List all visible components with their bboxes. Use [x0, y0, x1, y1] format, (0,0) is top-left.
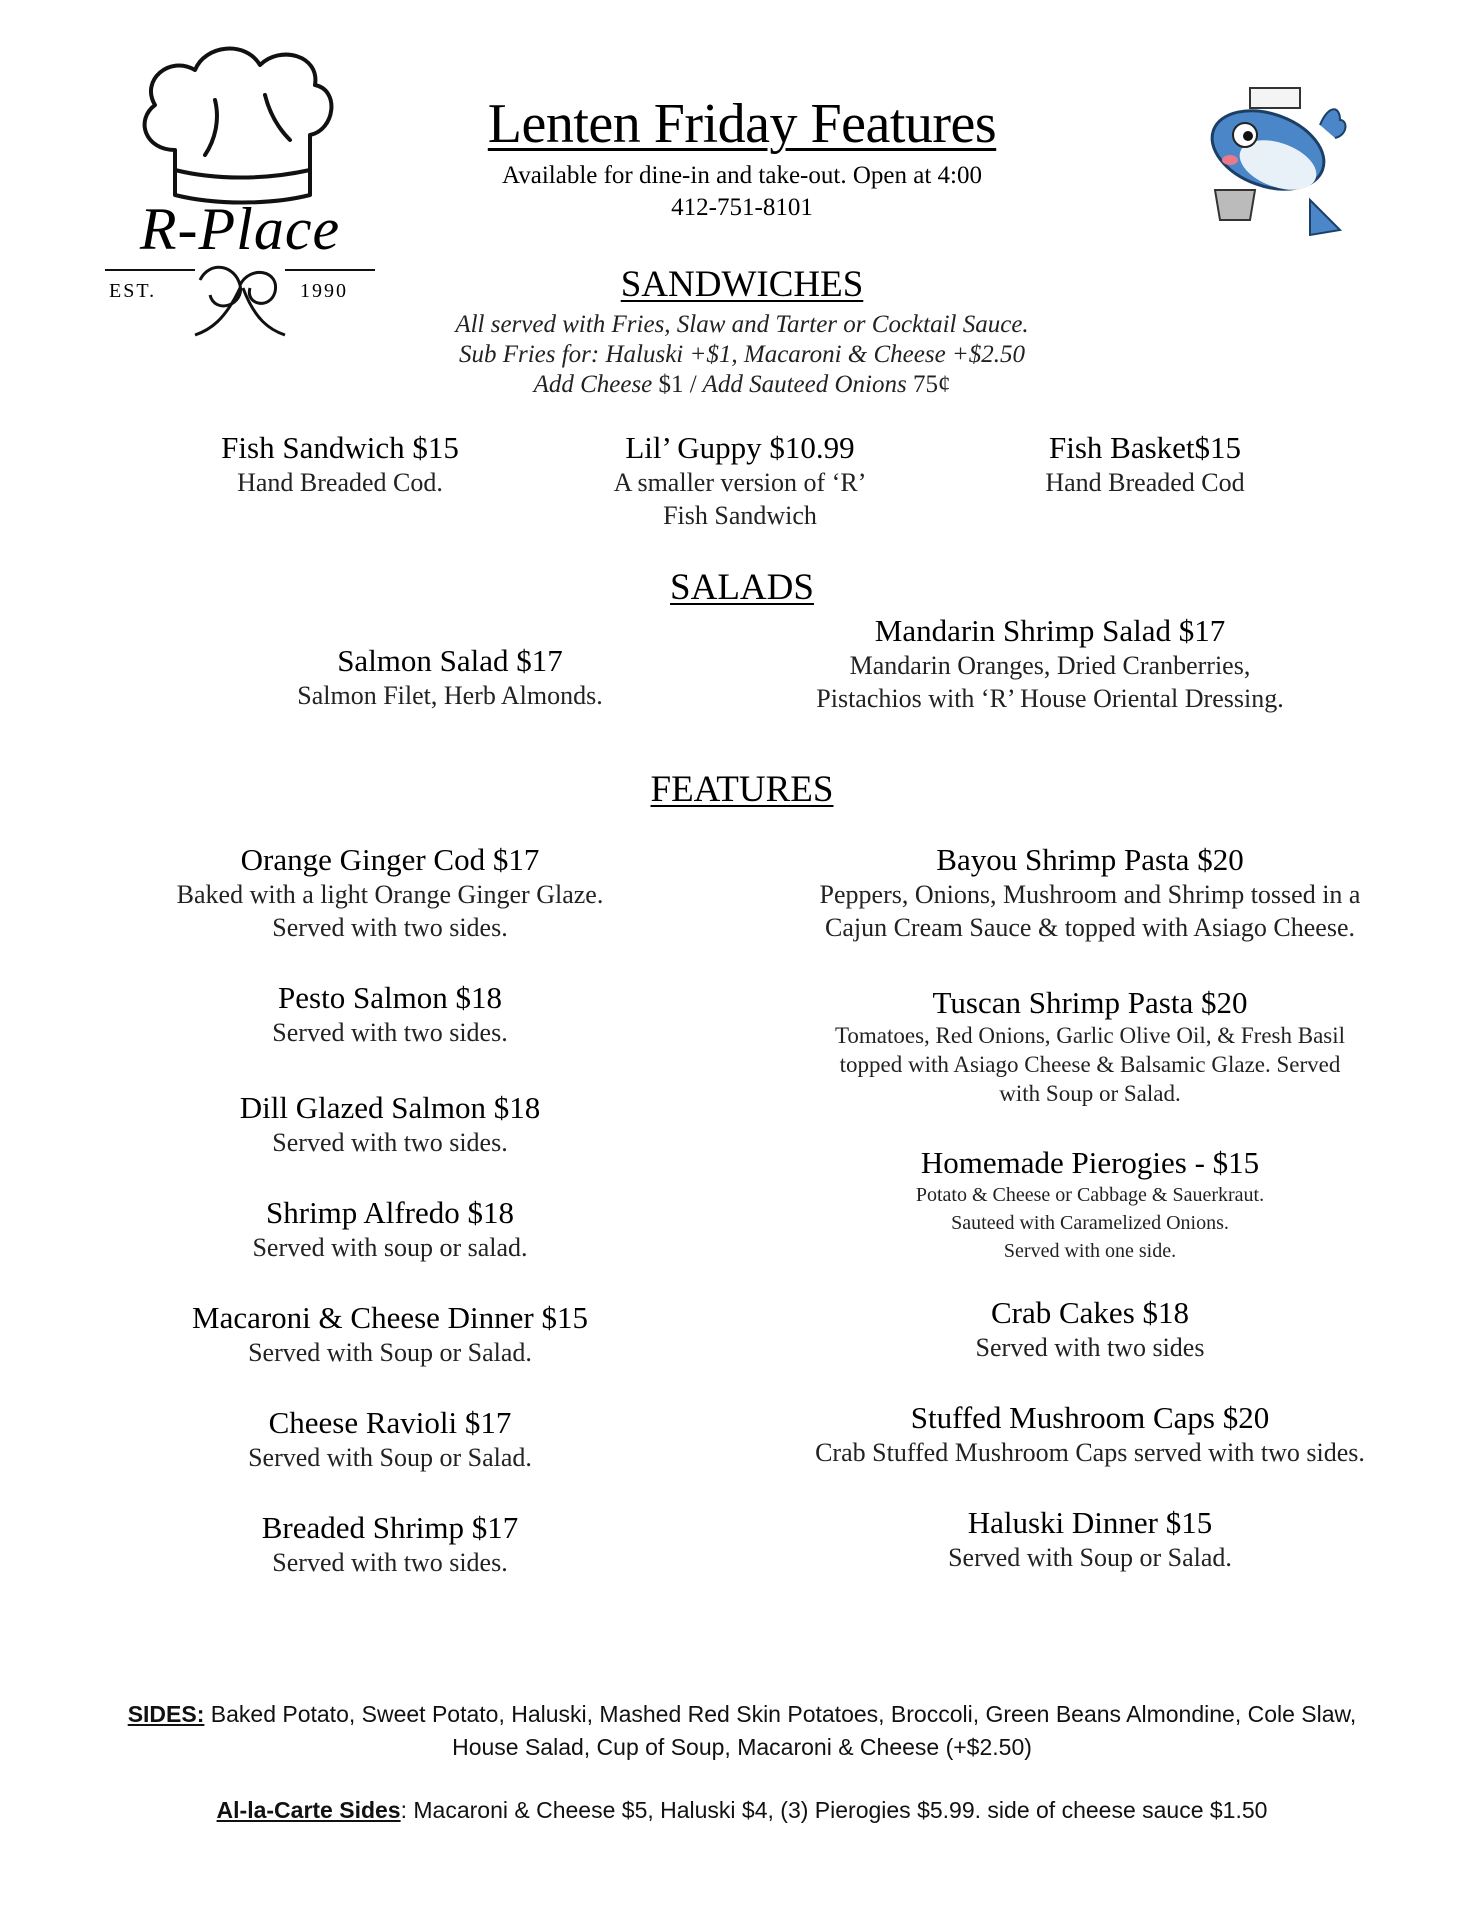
item-name: Stuffed Mushroom Caps $20 [910, 1400, 1270, 1435]
item-desc: Baked with a light Orange Ginger Glaze. [176, 880, 604, 909]
item-desc: Served with Soup or Salad. [248, 1338, 532, 1367]
item-desc: topped with Asiago Cheese & Balsamic Glaze. Served [839, 1052, 1341, 1077]
phone-number: 412-751-8101 [671, 194, 813, 221]
item-desc: Served with two sides. [272, 1548, 508, 1577]
item-desc: Fish Sandwich [663, 501, 817, 530]
menu-item [760, 1400, 1420, 1469]
item-desc: Peppers, Onions, Mushroom and Shrimp tossed in a [819, 880, 1361, 909]
menu-item [760, 985, 1420, 1108]
page-title: Lenten Friday Features [487, 93, 997, 155]
features-heading: FEATURES [650, 769, 834, 810]
item-name: Pesto Salmon $18 [278, 980, 502, 1015]
item-desc: Hand Breaded Cod [1045, 468, 1245, 497]
menu-item [90, 1405, 690, 1474]
item-desc: Served with two sides. [272, 1128, 508, 1157]
logo-name: R-Place [139, 196, 341, 262]
item-desc: Mandarin Oranges, Dried Cranberries, [849, 651, 1251, 680]
item-desc: Served with Soup or Salad. [248, 1443, 532, 1472]
logo-est-year: 1990 [300, 280, 348, 302]
item-name: Breaded Shrimp $17 [261, 1510, 519, 1545]
item-name: Bayou Shrimp Pasta $20 [936, 842, 1244, 877]
sandwiches-heading: SANDWICHES [620, 264, 864, 305]
item-name: Homemade Pierogies - $15 [920, 1145, 1260, 1180]
menu-item [90, 842, 690, 944]
item-desc: Served with two sides [975, 1333, 1205, 1362]
sandwiches-note-1: All served with Fries, Slaw and Tarter or Cocktail Sauce. [455, 311, 1029, 338]
item-name: Crab Cakes $18 [990, 1295, 1190, 1330]
add-onions-price: 75¢ [912, 371, 951, 398]
sides-text-1: Baked Potato, Sweet Potato, Haluski, Mashed Red Skin Potatoes, Broccoli, Green Beans Almondine, Cole Slaw, [204, 1701, 1357, 1727]
item-name: Tuscan Shrimp Pasta $20 [932, 985, 1248, 1020]
menu-item [90, 980, 690, 1049]
menu-item [190, 643, 710, 712]
sandwiches-note-3 [0, 371, 1484, 399]
menu-item [90, 1300, 690, 1369]
sides-text-2: House Salad, Cup of Soup, Macaroni & Cheese (+$2.50) [452, 1734, 1032, 1760]
item-name: Dill Glazed Salmon $18 [239, 1090, 541, 1125]
menu-item [540, 430, 940, 532]
item-desc: Potato & Cheese or Cabbage & Sauerkraut. [915, 1184, 1265, 1206]
item-name: Fish Sandwich $15 [221, 430, 459, 465]
menu-item [90, 1090, 690, 1159]
menu-item [90, 1195, 690, 1264]
item-desc: with Soup or Salad. [999, 1081, 1181, 1106]
item-desc: Pistachios with ‘R’ House Oriental Dressing. [816, 684, 1284, 713]
menu-item [760, 1505, 1420, 1574]
item-name: Orange Ginger Cod $17 [240, 842, 540, 877]
item-name: Salmon Salad $17 [337, 643, 563, 678]
alacarte-text: : Macaroni & Cheese $5, Haluski $4, (3) Pierogies $5.99. side of cheese sauce $1.50 [400, 1797, 1268, 1823]
item-name: Mandarin Shrimp Salad $17 [874, 613, 1226, 648]
add-onions-label: Add Sauteed Onions [702, 371, 907, 398]
add-cheese-price: $1 / [658, 371, 697, 398]
item-name: Shrimp Alfredo $18 [266, 1195, 514, 1230]
item-desc: Served with Soup or Salad. [948, 1543, 1232, 1572]
sandwiches-note-2: Sub Fries for: Haluski +$1, Macaroni & Cheese +$2.50 [458, 341, 1026, 368]
item-name: Lil’ Guppy $10.99 [625, 430, 855, 465]
item-name: Macaroni & Cheese Dinner $15 [192, 1300, 588, 1335]
menu-item [760, 613, 1340, 715]
sides-label: SIDES: [127, 1701, 205, 1727]
item-desc: A smaller version of ‘R’ [613, 468, 867, 497]
item-desc: Salmon Filet, Herb Almonds. [297, 681, 603, 710]
item-desc: Served with soup or salad. [252, 1233, 528, 1262]
menu-item [945, 430, 1345, 499]
alacarte-label: Al-la-Carte Sides [216, 1797, 401, 1823]
item-desc: Hand Breaded Cod. [237, 468, 443, 497]
item-desc: Served with two sides. [272, 1018, 508, 1047]
item-desc: Sauteed with Caramelized Onions. [951, 1212, 1229, 1234]
item-desc: Served with two sides. [272, 913, 508, 942]
availability-note: Available for dine-in and take-out. Open at 4:00 [502, 162, 982, 189]
logo-est-label: EST. [109, 280, 157, 302]
item-name: Haluski Dinner $15 [967, 1505, 1213, 1540]
item-desc: Served with one side. [1003, 1240, 1177, 1262]
add-cheese-label: Add Cheese [533, 371, 653, 398]
menu-item [760, 1295, 1420, 1364]
item-name: Fish Basket$15 [1048, 430, 1242, 465]
item-desc: Tomatoes, Red Onions, Garlic Olive Oil, & Fresh Basil [834, 1023, 1346, 1048]
menu-item [760, 1145, 1420, 1265]
menu-item [90, 1510, 690, 1579]
menu-item [760, 842, 1420, 944]
item-name: Cheese Ravioli $17 [268, 1405, 512, 1440]
sides-list [60, 1698, 1424, 1764]
menu-item [140, 430, 540, 499]
salads-heading: SALADS [670, 567, 814, 608]
item-desc: Cajun Cream Sauce & topped with Asiago Cheese. [824, 913, 1355, 942]
alacarte-list [60, 1794, 1424, 1827]
item-desc: Crab Stuffed Mushroom Caps served with two sides. [815, 1438, 1365, 1467]
